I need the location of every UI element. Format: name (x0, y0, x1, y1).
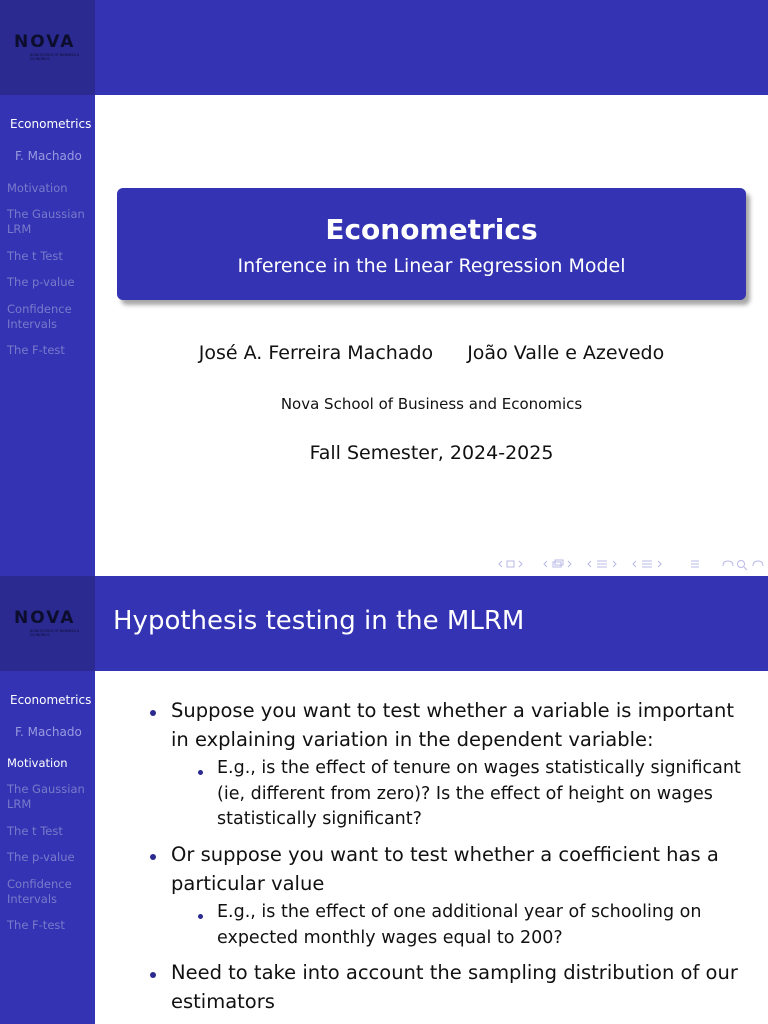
next-frame-icon (519, 561, 522, 567)
sidebar (0, 576, 95, 1024)
sub-bullet-item: E.g., is the effect of one additional year of schooling on expected monthly wages equal to 200? (217, 902, 702, 948)
sidebar-author[interactable]: F. Machado (15, 725, 82, 739)
prev-section-icon (588, 561, 591, 567)
nav-search-controls[interactable] (723, 561, 763, 571)
sidebar-item-confidence-intervals[interactable]: Confidence Intervals (7, 877, 72, 906)
authors (95, 342, 768, 364)
author-1: José A. Ferreira Machado (198, 342, 434, 364)
institution: Nova School of Business and Economics (280, 395, 583, 413)
logo-wordmark: NOVA (14, 608, 76, 628)
sidebar-item-t-test[interactable]: The t Test (7, 249, 63, 263)
sidebar-item-p-value[interactable]: The p-value (7, 275, 75, 289)
prev-document-icon (633, 561, 636, 567)
sidebar-title[interactable]: Econometrics (10, 117, 92, 131)
bullet-marker (150, 972, 156, 978)
sub-bullet-item: E.g., is the effect of tenure on wages statistically significant (ie, different from zero)? Is the effect of height on wages statistically significant? (217, 758, 741, 829)
author-2: João Valle e Azevedo (467, 342, 665, 364)
next-document-icon (658, 561, 661, 567)
header-bar (95, 0, 768, 95)
sidebar-item-motivation[interactable]: Motivation (7, 756, 68, 770)
sidebar-item-gaussian-lrm[interactable]: The Gaussian LRM (7, 207, 85, 236)
sidebar-item-t-test[interactable]: The t Test (7, 824, 63, 838)
title-block (117, 188, 746, 300)
prev-subsection-icon (544, 561, 547, 567)
presentation-subtitle: Inference in the Linear Regression Model (237, 255, 626, 277)
logo-area (0, 576, 95, 671)
nav-appendix-control[interactable] (691, 561, 699, 567)
bullet-item: Need to take into account the sampling distribution of our estimators (171, 961, 738, 1013)
bullet-marker (150, 710, 156, 716)
back-icon (723, 561, 733, 566)
sidebar (0, 0, 95, 576)
content-slide (0, 576, 768, 1024)
nova-logo (14, 606, 82, 642)
next-subsection-icon (568, 561, 571, 567)
appendix-icon (691, 561, 699, 567)
nova-logo (14, 30, 82, 66)
prev-frame-icon (499, 561, 502, 567)
frame-title: Hypothesis testing in the MLRM (113, 606, 525, 636)
sidebar-item-confidence-intervals[interactable]: Confidence Intervals (7, 302, 72, 331)
bullet-item: Or suppose you want to test whether a coefficient has a particular value (171, 843, 719, 895)
sidebar-item-gaussian-lrm[interactable]: The Gaussian LRM (7, 782, 85, 811)
section-icon (597, 561, 607, 567)
sidebar-author[interactable]: F. Machado (15, 149, 82, 163)
bullet-item: Suppose you want to test whether a variable is important in explaining variation in the dependent variable: (171, 699, 734, 751)
sidebar-item-motivation[interactable]: Motivation (7, 181, 68, 195)
zoom-icon (738, 561, 745, 568)
next-section-icon (613, 561, 616, 567)
sidebar-item-f-test[interactable]: The F-test (7, 918, 65, 932)
nav-section-controls[interactable] (588, 561, 616, 567)
beamer-navigation-bar (497, 557, 765, 571)
document-icon (642, 561, 652, 567)
presentation-title: Econometrics (325, 213, 538, 246)
logo-wordmark: NOVA (14, 32, 76, 52)
sidebar-title[interactable]: Econometrics (10, 693, 92, 707)
sub-bullet-marker (198, 914, 203, 919)
sidebar-item-p-value[interactable]: The p-value (7, 850, 75, 864)
date: Fall Semester, 2024-2025 (309, 442, 554, 464)
logo-subtitle: NOVA SCHOOL OF BUSINESS & ECONOMICS (30, 53, 80, 61)
logo-area (0, 0, 95, 95)
sidebar-item-f-test[interactable]: The F-test (7, 343, 65, 357)
sub-bullet-marker (198, 770, 203, 775)
nav-frame-controls[interactable] (499, 561, 522, 567)
header-bar (95, 576, 768, 671)
nav-subsection-controls[interactable] (544, 560, 571, 567)
logo-subtitle: NOVA SCHOOL OF BUSINESS & ECONOMICS (30, 629, 80, 637)
bullet-marker (150, 854, 156, 860)
nav-document-controls[interactable] (633, 561, 661, 567)
frame-icon (507, 561, 514, 567)
forward-icon (753, 561, 763, 566)
